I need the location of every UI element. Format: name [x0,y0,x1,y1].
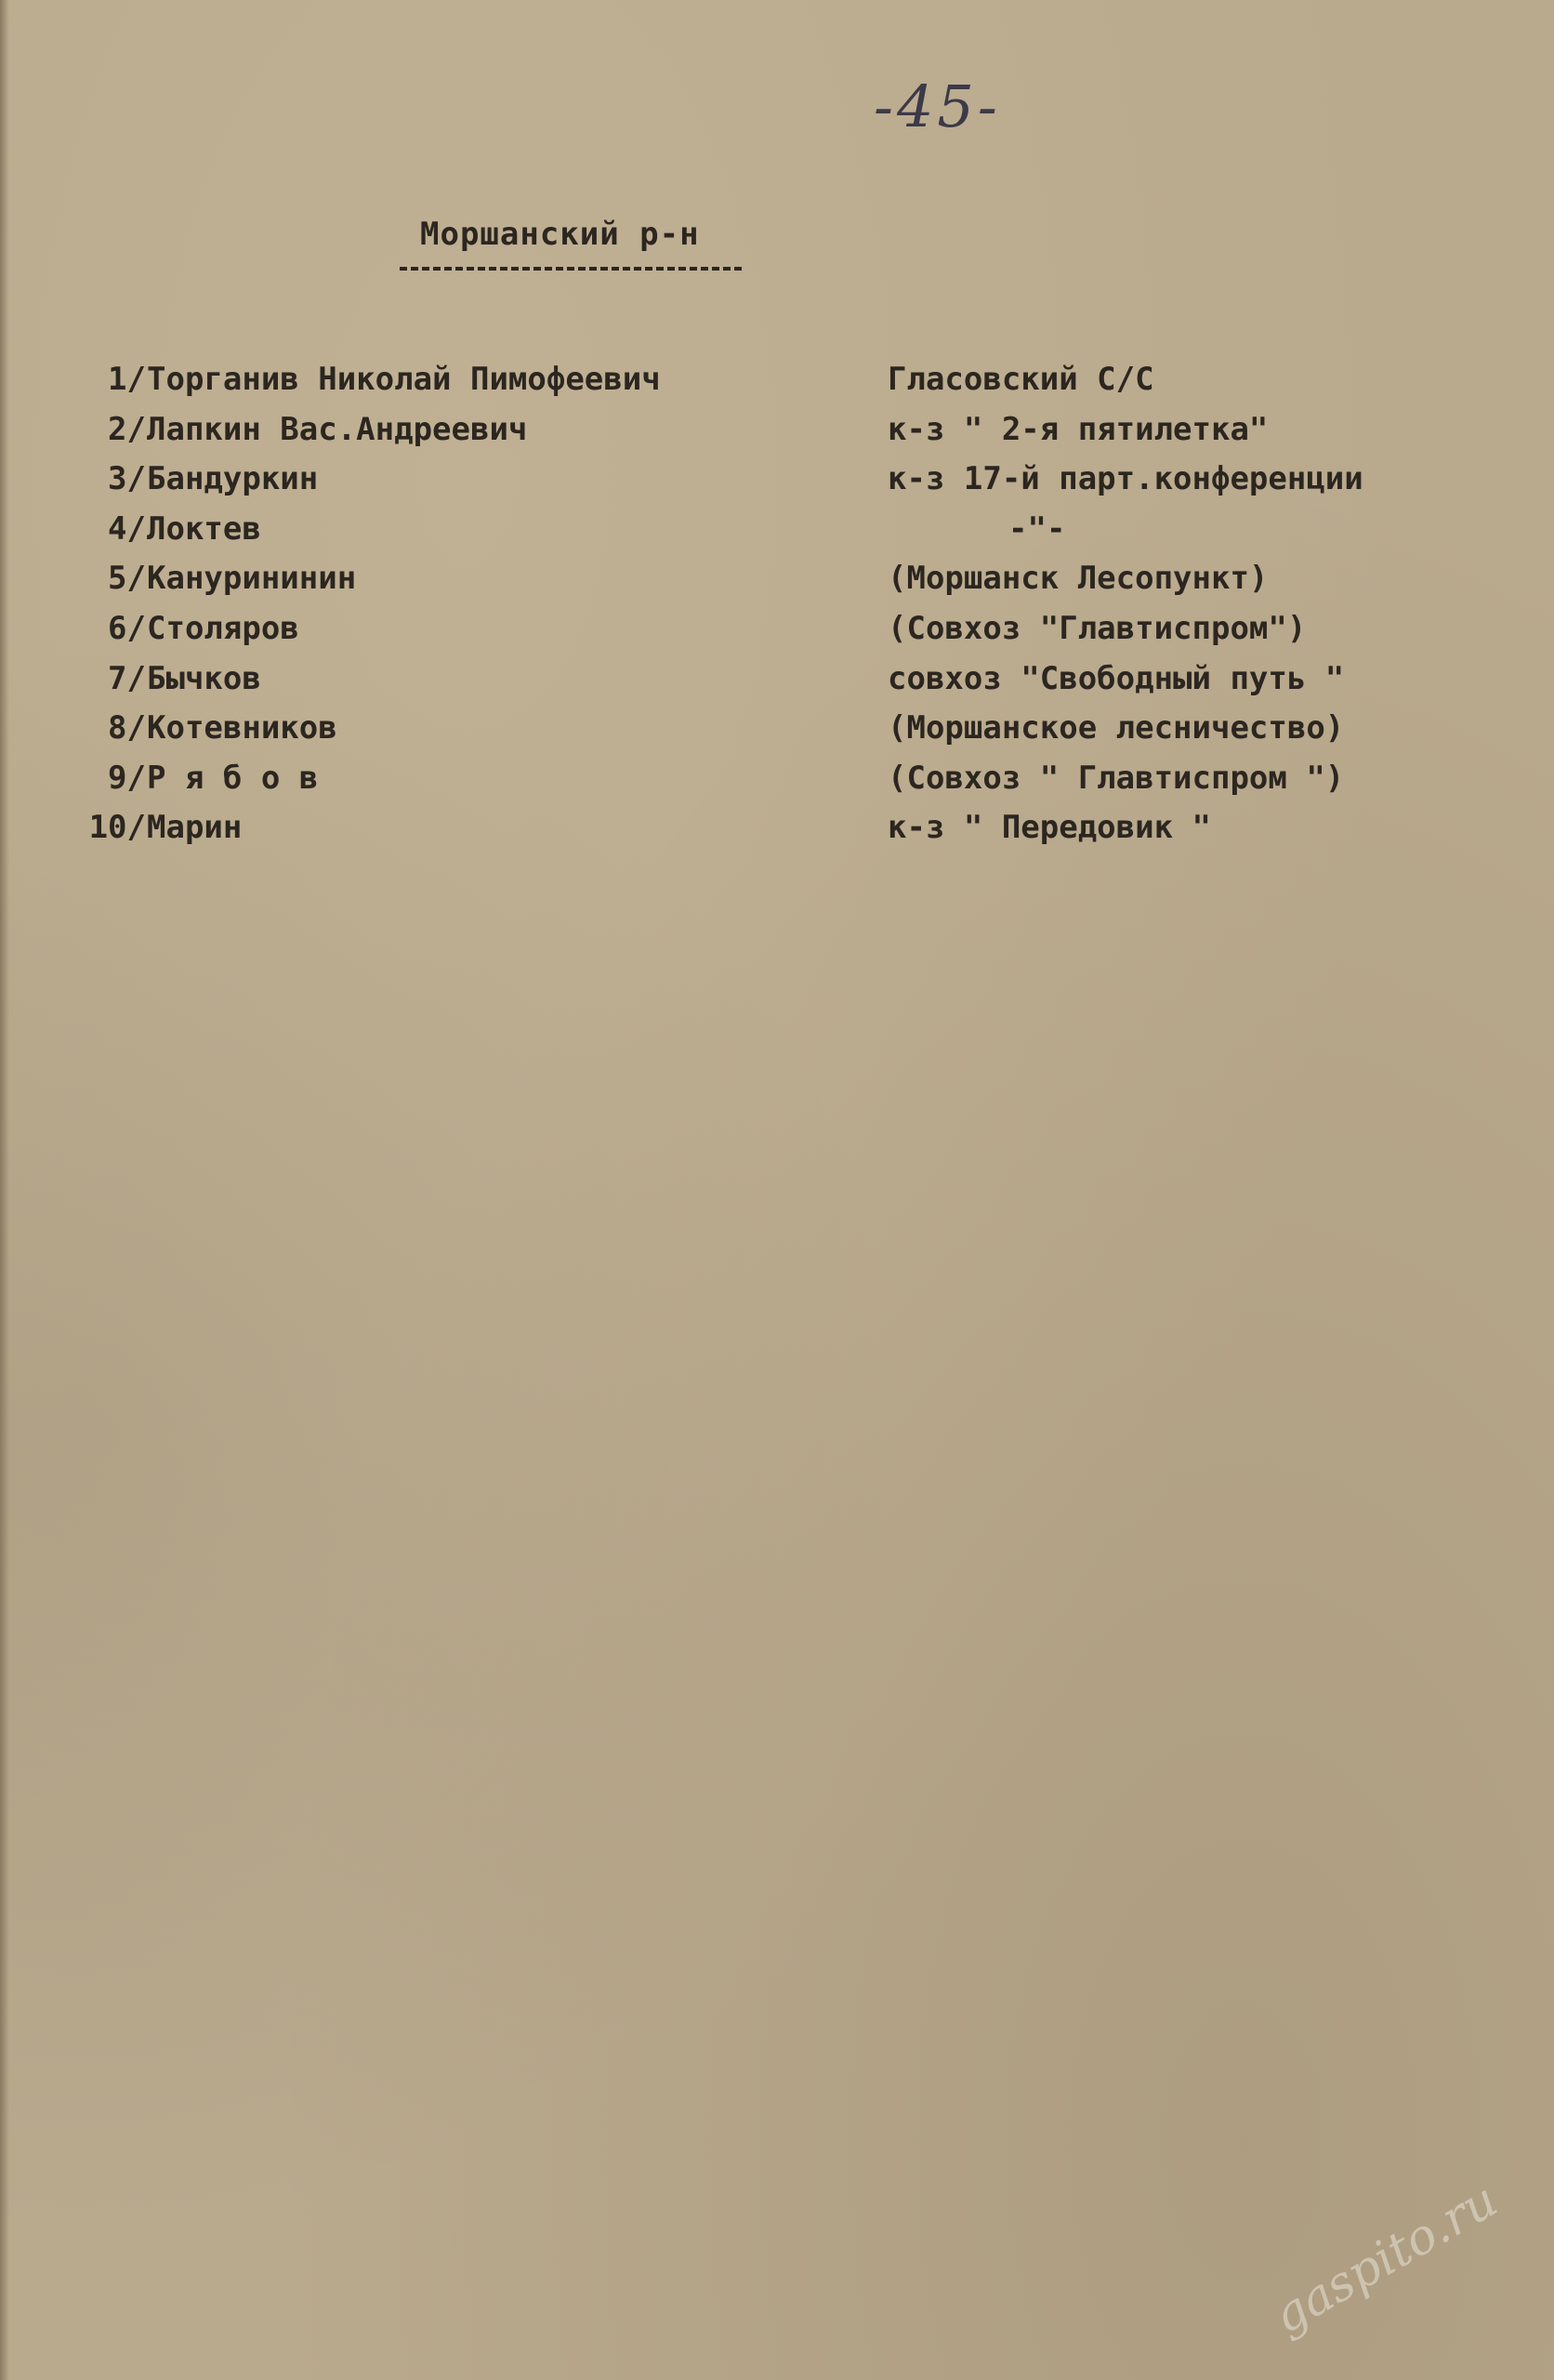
list-item [0,709,1554,760]
item-number: 8/ [108,709,146,747]
list-item [0,610,1554,660]
workplace: (Моршанск Лесопункт) [888,560,1269,598]
list-item [0,411,1554,461]
workplace: совхоз "Свободный путь " [888,659,1345,697]
item-number: 10/ [88,809,146,847]
list-item [0,361,1554,411]
workplace: к-з " 2-я пятилетка" [888,410,1269,448]
item-number: 1/ [108,361,146,398]
district-heading: Моршанский р-н [420,216,700,253]
person-name: Бычков [147,659,261,697]
workplace: (Моршанское лесничество) [888,709,1345,747]
list-item [0,809,1554,859]
item-number: 7/ [108,659,146,697]
person-name: Торганив Николай Пимофеевич [147,361,661,398]
list-item [0,660,1554,710]
person-name: Лапкин Вас.Андреевич [147,410,528,448]
person-name: Канурининин [147,560,357,598]
watermark: gaspito.ru [1264,2172,1508,2345]
item-number: 9/ [108,759,146,797]
ditto-mark: -"- [1008,509,1066,548]
item-number: 5/ [108,560,146,598]
workplace: (Совхоз "Главтиспром") [888,609,1307,647]
item-number: 2/ [108,410,146,448]
workplace: к-з 17-й парт.конференции [888,460,1363,498]
person-name: Р я б о в [147,759,319,797]
workplace: к-з " Передовик " [888,809,1211,847]
list-item [0,460,1554,510]
page-number: -45- [874,73,1001,140]
item-number: 4/ [108,509,146,548]
workplace: Гласовский С/С [888,361,1154,398]
list-item [0,510,1554,561]
name-list [0,361,1554,859]
item-number: 6/ [108,609,146,647]
list-item [0,760,1554,810]
item-number: 3/ [108,460,146,498]
person-name: Котевников [147,709,337,747]
heading-underline [400,267,742,271]
person-name: Локтев [147,509,261,548]
paper-edge [0,0,9,2380]
person-name: Марин [147,809,243,847]
person-name: Бандуркин [147,460,319,498]
workplace: (Совхоз " Главтиспром ") [888,759,1345,797]
list-item [0,560,1554,610]
person-name: Столяров [147,609,299,647]
